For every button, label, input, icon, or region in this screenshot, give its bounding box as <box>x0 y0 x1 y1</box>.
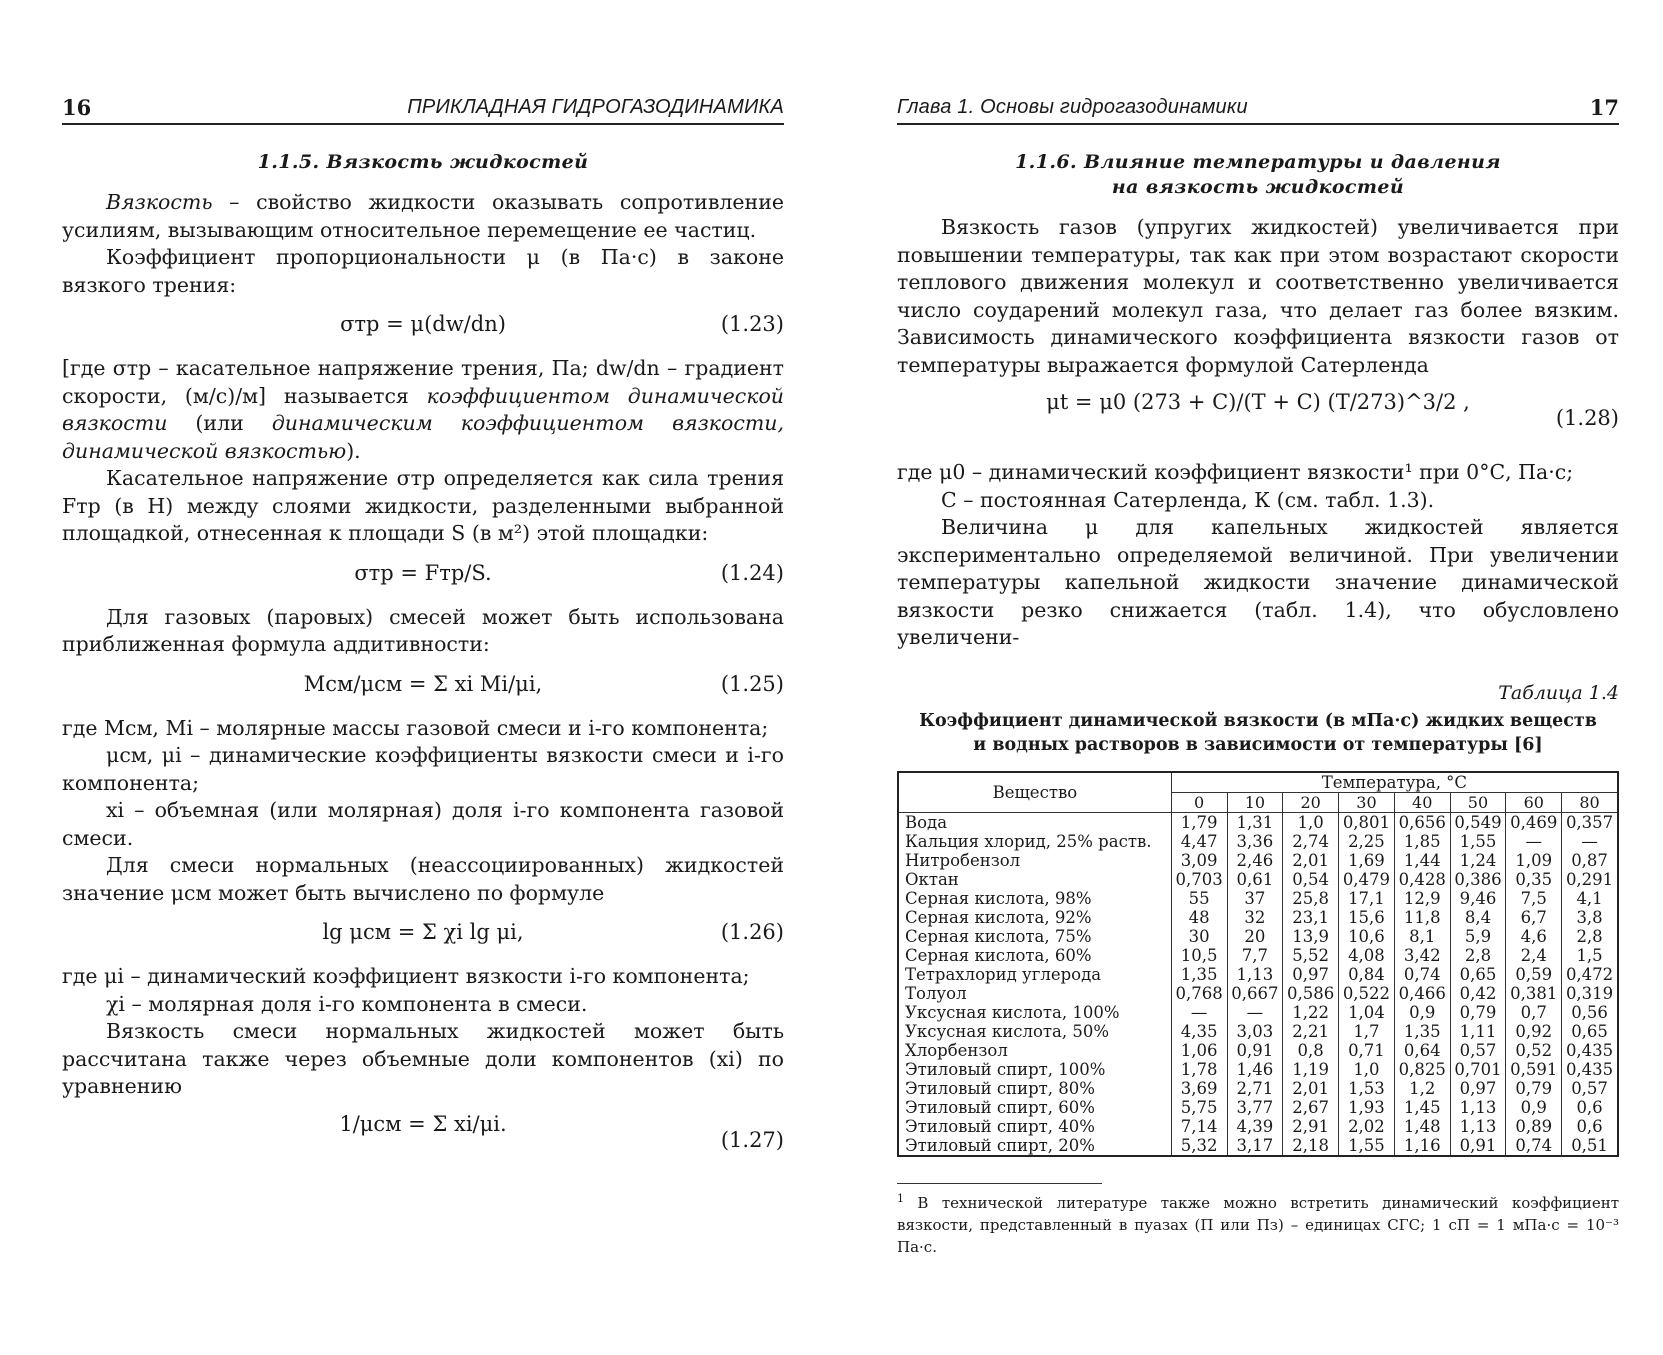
table-row <box>898 889 1618 908</box>
viscosity-value: 0,291 <box>1562 870 1618 889</box>
viscosity-value: 0,97 <box>1283 965 1339 984</box>
right-page-content <box>897 150 1619 1258</box>
viscosity-value: 48 <box>1171 908 1227 927</box>
formula-1-23 <box>62 305 784 347</box>
paragraph-where-sigma <box>62 355 784 465</box>
paragraph-gas-mixtures: Для газовых (паровых) смесей может быть использована приближенная формула аддитивности: <box>62 604 784 656</box>
formula-expression: lg μсм = Σ χi lg μi, <box>322 920 524 944</box>
viscosity-value: 7,7 <box>1227 946 1283 965</box>
running-head-left <box>62 95 784 125</box>
viscosity-value: 0,35 <box>1506 870 1562 889</box>
viscosity-value: 1,19 <box>1283 1060 1339 1079</box>
viscosity-value: 9,46 <box>1450 889 1506 908</box>
viscosity-value: 1,85 <box>1394 832 1450 851</box>
viscosity-value: 0,89 <box>1506 1117 1562 1136</box>
viscosity-value: 2,02 <box>1339 1117 1395 1136</box>
viscosity-value: — <box>1506 832 1562 851</box>
viscosity-value: 1,53 <box>1339 1079 1395 1098</box>
viscosity-value: 1,04 <box>1339 1003 1395 1022</box>
formula-number: (1.26) <box>720 920 784 944</box>
viscosity-value: 3,42 <box>1394 946 1450 965</box>
viscosity-value: 2,67 <box>1283 1098 1339 1117</box>
substance-name: Этиловый спирт, 100% <box>905 1060 1106 1079</box>
table-row <box>898 1136 1618 1156</box>
running-title-right: Глава 1. Основы гидрогазодинамики <box>897 96 1248 118</box>
term-dynamic-viscosity-coefficient: коэффициентом динамической вязкости <box>62 383 784 435</box>
term-dynamic-viscosity-synonyms: динамическим коэффициентом вязкости, динамической вязкостью <box>62 411 784 463</box>
table-row <box>898 965 1618 984</box>
viscosity-value: 8,1 <box>1394 927 1450 946</box>
viscosity-value: 55 <box>1171 889 1227 908</box>
viscosity-value: 1,55 <box>1450 832 1506 851</box>
substance-name: Толуол <box>905 984 967 1003</box>
substance-name: Уксусная кислота, 100% <box>905 1003 1120 1022</box>
where-molar-fraction: χi – молярная доля i-го компонента в смеси. <box>106 991 588 1016</box>
substance-name: Серная кислота, 75% <box>905 927 1092 946</box>
viscosity-value: 13,9 <box>1283 927 1339 946</box>
formula-number: (1.27) <box>720 1127 784 1152</box>
viscosity-value: 1,06 <box>1171 1041 1227 1060</box>
viscosity-value: 1,22 <box>1283 1003 1339 1022</box>
viscosity-value: — <box>1227 1003 1283 1022</box>
viscosity-value: 0,435 <box>1562 1041 1618 1060</box>
viscosity-value: 0,522 <box>1339 984 1395 1003</box>
viscosity-value: 10,5 <box>1171 946 1227 965</box>
substance-name: Уксусная кислота, 50% <box>905 1022 1110 1041</box>
formula-number: (1.25) <box>720 671 784 696</box>
viscosity-value: 0,381 <box>1506 984 1562 1003</box>
where-volume-fraction: xi – объемная (или молярная) доля i-го компонента газовой смеси. <box>62 798 784 850</box>
temp-col-header: 60 <box>1506 793 1562 813</box>
section-title-1-1-6 <box>897 150 1619 200</box>
table-row <box>898 851 1618 870</box>
section-title-line-2: на вязкость жидкостей <box>1111 176 1405 198</box>
running-head-right <box>897 95 1619 125</box>
viscosity-value: 0,87 <box>1562 851 1618 870</box>
viscosity-value: 1,5 <box>1562 946 1618 965</box>
where-sutherland-constant: C – постоянная Сатерленда, К (см. табл. 1.3). <box>941 487 1435 512</box>
viscosity-value: 4,39 <box>1227 1117 1283 1136</box>
footnote-text: В технической литературе также можно встретить динамический коэффициент вязкости, представленный в пуазах (П или Пз) – единицах СГС; 1 сП = 1 мПа·с = 10⁻³ Па·с. <box>897 1194 1619 1256</box>
viscosity-value: 0,65 <box>1450 965 1506 984</box>
viscosity-value: 0,92 <box>1506 1022 1562 1041</box>
term-viscosity: Вязкость <box>106 190 213 214</box>
temp-col-header: 10 <box>1227 793 1283 813</box>
temp-col-header: 0 <box>1171 793 1227 813</box>
left-page-content <box>62 150 784 1181</box>
header-temperature: Температура, °С <box>1171 772 1618 793</box>
paragraph-text: [где σтр – касательное напряжение трения, Па; dw/dn – градиент скорости, (м/с)/м] называется <box>62 356 784 408</box>
temp-col-header: 30 <box>1339 793 1395 813</box>
viscosity-value: 0,549 <box>1450 813 1506 833</box>
header-substance: Вещество <box>898 772 1171 813</box>
viscosity-value: 1,35 <box>1394 1022 1450 1041</box>
substance-name: Серная кислота, 60% <box>905 946 1092 965</box>
viscosity-value: 3,17 <box>1227 1136 1283 1156</box>
viscosity-value: 5,32 <box>1171 1136 1227 1156</box>
substance-name: Серная кислота, 98% <box>905 889 1092 908</box>
viscosity-value: — <box>1562 832 1618 851</box>
formula-1-28 <box>897 385 1619 451</box>
viscosity-value: 3,09 <box>1171 851 1227 870</box>
substance-name: Этиловый спирт, 80% <box>905 1079 1095 1098</box>
viscosity-value: 1,78 <box>1171 1060 1227 1079</box>
viscosity-value: 0,357 <box>1562 813 1618 833</box>
viscosity-value: 0,57 <box>1450 1041 1506 1060</box>
viscosity-value: 0,79 <box>1506 1079 1562 1098</box>
viscosity-value: 0,435 <box>1562 1060 1618 1079</box>
viscosity-value: 0,9 <box>1394 1003 1450 1022</box>
substance-name: Хлорбензол <box>905 1041 1008 1060</box>
viscosity-value: 1,13 <box>1450 1117 1506 1136</box>
viscosity-value: 23,1 <box>1283 908 1339 927</box>
viscosity-value: 0,768 <box>1171 984 1227 1003</box>
viscosity-value: 0,472 <box>1562 965 1618 984</box>
viscosity-value: 1,0 <box>1283 813 1339 833</box>
viscosity-value: 1,46 <box>1227 1060 1283 1079</box>
formula-number: (1.28) <box>1555 406 1619 430</box>
table-caption: Таблица 1.4 <box>1498 681 1619 704</box>
viscosity-value: 0,6 <box>1562 1098 1618 1117</box>
formula-expression: μt = μ0 (273 + C)/(T + C) (T/273)^3/2 , <box>1046 390 1470 414</box>
viscosity-value: 0,479 <box>1339 870 1395 889</box>
temp-col-header: 50 <box>1450 793 1506 813</box>
temp-col-header: 40 <box>1394 793 1450 813</box>
viscosity-value: 0,8 <box>1283 1041 1339 1060</box>
viscosity-value: 30 <box>1171 927 1227 946</box>
viscosity-value: 4,6 <box>1506 927 1562 946</box>
viscosity-value: 7,14 <box>1171 1117 1227 1136</box>
viscosity-value: 3,36 <box>1227 832 1283 851</box>
formula-1-24 <box>62 554 784 596</box>
table-row <box>898 1117 1618 1136</box>
substance-name: Кальция хлорид, 25% раств. <box>905 832 1152 851</box>
viscosity-value: 0,469 <box>1506 813 1562 833</box>
paragraph-gas-viscosity: Вязкость газов (упругих жидкостей) увеличивается при повышении температуры, так как при этом возрастают скорости теплового движения молекул и соответственно увеличивается число соударений молекул газа, что делает газ более вязким. Зависимость динамического коэффициента вязкости газов от температуры выражается формулой Сатерленда <box>897 215 1619 377</box>
viscosity-value: 4,35 <box>1171 1022 1227 1041</box>
left-page <box>62 0 784 1355</box>
right-page <box>897 0 1619 1355</box>
table-row <box>898 1079 1618 1098</box>
formula-expression: 1/μсм = Σ xi/μi. <box>339 1111 507 1136</box>
viscosity-value: 3,69 <box>1171 1079 1227 1098</box>
viscosity-value: 20 <box>1227 927 1283 946</box>
viscosity-value: 0,57 <box>1562 1079 1618 1098</box>
viscosity-value: 1,35 <box>1171 965 1227 984</box>
paragraph-text: – свойство жидкости оказывать сопротивление усилиям, вызывающим относительное перемещение ее частиц. <box>62 190 784 242</box>
substance-name: Этиловый спирт, 20% <box>905 1136 1095 1155</box>
viscosity-value: 8,4 <box>1450 908 1506 927</box>
viscosity-value: 0,71 <box>1339 1041 1395 1060</box>
viscosity-value: 0,91 <box>1227 1041 1283 1060</box>
table-row <box>898 832 1618 851</box>
viscosity-value: 1,09 <box>1506 851 1562 870</box>
viscosity-value: 1,24 <box>1450 851 1506 870</box>
viscosity-value: 2,18 <box>1283 1136 1339 1156</box>
viscosity-value: 0,825 <box>1394 1060 1450 1079</box>
viscosity-value: 2,01 <box>1283 1079 1339 1098</box>
viscosity-value: 1,45 <box>1394 1098 1450 1117</box>
viscosity-value: 2,4 <box>1506 946 1562 965</box>
table-row <box>898 813 1618 833</box>
paragraph-proportionality: Коэффициент пропорциональности μ (в Па·с) в законе вязкого трения: <box>62 245 784 297</box>
viscosity-value: 2,74 <box>1283 832 1339 851</box>
viscosity-value: 0,79 <box>1450 1003 1506 1022</box>
viscosity-value: 12,9 <box>1394 889 1450 908</box>
viscosity-value: 0,91 <box>1450 1136 1506 1156</box>
viscosity-value: 1,2 <box>1394 1079 1450 1098</box>
viscosity-value: 25,8 <box>1283 889 1339 908</box>
viscosity-value: 4,08 <box>1339 946 1395 965</box>
viscosity-value: 17,1 <box>1339 889 1395 908</box>
viscosity-value: 1,93 <box>1339 1098 1395 1117</box>
viscosity-value: 3,03 <box>1227 1022 1283 1041</box>
viscosity-value: 0,656 <box>1394 813 1450 833</box>
page-number-left: 16 <box>62 95 92 120</box>
viscosity-value: 0,54 <box>1283 870 1339 889</box>
formula-number: (1.24) <box>720 560 784 585</box>
viscosity-value: 4,47 <box>1171 832 1227 851</box>
viscosity-value: 0,466 <box>1394 984 1450 1003</box>
viscosity-value: 0,586 <box>1283 984 1339 1003</box>
viscosity-value: 1,55 <box>1339 1136 1395 1156</box>
viscosity-value: 0,51 <box>1562 1136 1618 1156</box>
viscosity-value: 37 <box>1227 889 1283 908</box>
viscosity-value: 6,7 <box>1506 908 1562 927</box>
viscosity-value: 1,31 <box>1227 813 1283 833</box>
table-title-line-1: Коэффициент динамической вязкости (в мПа·с) жидких веществ <box>919 711 1597 731</box>
footnote <box>897 1188 1619 1258</box>
substance-name: Тетрахлорид углерода <box>905 965 1102 984</box>
viscosity-value: 0,74 <box>1394 965 1450 984</box>
viscosity-value: 10,6 <box>1339 927 1395 946</box>
viscosity-value: 0,97 <box>1450 1079 1506 1098</box>
formula-expression: σтр = μ(dw/dn) <box>340 312 506 336</box>
formula-1-25 <box>62 665 784 707</box>
where-mu0: где μ0 – динамический коэффициент вязкости¹ при 0°С, Па·с; <box>897 460 1574 484</box>
substance-name: Октан <box>905 870 959 889</box>
paragraph-text: (или <box>167 411 272 435</box>
viscosity-value: 2,01 <box>1283 851 1339 870</box>
viscosity-value: 15,6 <box>1339 908 1395 927</box>
viscosity-value: 11,8 <box>1394 908 1450 927</box>
formula-1-27 <box>62 1107 784 1173</box>
table-row <box>898 946 1618 965</box>
section-title-1-1-5: 1.1.5. Вязкость жидкостей <box>257 151 589 173</box>
substance-name: Этиловый спирт, 40% <box>905 1117 1095 1136</box>
paragraph-drop-liquids: Величина μ для капельных жидкостей является экспериментально определяемой величиной. При увеличении температуры капельной жидкости значение динамической вязкости резко снижается (табл. 1.4), что обусловлено увеличени- <box>897 515 1619 649</box>
paragraph-viscosity-definition <box>62 189 784 244</box>
viscosity-value: 1,11 <box>1450 1022 1506 1041</box>
formula-expression: σтр = Fтр/S. <box>354 560 492 585</box>
temp-col-header: 20 <box>1283 793 1339 813</box>
footnote-divider <box>897 1183 1102 1184</box>
substance-name: Этиловый спирт, 60% <box>905 1098 1095 1117</box>
viscosity-value: 0,319 <box>1562 984 1618 1003</box>
viscosity-value: 2,25 <box>1339 832 1395 851</box>
viscosity-value: 1,79 <box>1171 813 1227 833</box>
viscosity-value: 2,91 <box>1283 1117 1339 1136</box>
viscosity-value: 0,801 <box>1339 813 1395 833</box>
viscosity-value: 2,71 <box>1227 1079 1283 1098</box>
paragraph-normal-liquids: Для смеси нормальных (неассоциированных) жидкостей значение μсм может быть вычислено по формуле <box>62 853 784 905</box>
viscosity-value: 0,42 <box>1450 984 1506 1003</box>
paragraph-shear-stress: Касательное напряжение σтр определяется как сила трения Fтр (в Н) между слоями жидкости, разделенными выбранной площадкой, отнесенная к площади S (в м²) этой площадки: <box>62 466 784 545</box>
table-row <box>898 1098 1618 1117</box>
viscosity-value: 0,56 <box>1562 1003 1618 1022</box>
viscosity-value: 2,8 <box>1450 946 1506 965</box>
viscosity-value: 1,44 <box>1394 851 1450 870</box>
viscosity-value: — <box>1171 1003 1227 1022</box>
table-row <box>898 908 1618 927</box>
table-body <box>898 813 1618 1157</box>
where-component-viscosity: где μi – динамический коэффициент вязкости i-го компонента; <box>62 964 750 988</box>
viscosity-value: 7,5 <box>1506 889 1562 908</box>
viscosity-value: 1,69 <box>1339 851 1395 870</box>
viscosity-value: 5,52 <box>1283 946 1339 965</box>
viscosity-value: 0,7 <box>1506 1003 1562 1022</box>
formula-expression: Mсм/μсм = Σ xi Mi/μi, <box>303 671 543 696</box>
table-row <box>898 1022 1618 1041</box>
table-title-line-2: и водных растворов в зависимости от температуры [6] <box>973 735 1543 755</box>
footnote-mark: 1 <box>897 1192 904 1205</box>
viscosity-value: 2,21 <box>1283 1022 1339 1041</box>
viscosity-value: 0,703 <box>1171 870 1227 889</box>
table-row <box>898 1060 1618 1079</box>
viscosity-value: 0,84 <box>1339 965 1395 984</box>
where-molar-mass: где Mсм, Mi – молярные массы газовой смеси и i-го компонента; <box>62 715 769 740</box>
table-row <box>898 870 1618 889</box>
viscosity-value: 2,46 <box>1227 851 1283 870</box>
viscosity-table <box>897 771 1619 1157</box>
page-number-right: 17 <box>1589 95 1619 120</box>
viscosity-value: 0,6 <box>1562 1117 1618 1136</box>
formula-1-26 <box>62 913 784 955</box>
viscosity-value: 0,701 <box>1450 1060 1506 1079</box>
viscosity-value: 4,1 <box>1562 889 1618 908</box>
viscosity-value: 0,59 <box>1506 965 1562 984</box>
paragraph-text: ). <box>346 438 361 463</box>
viscosity-value: 1,7 <box>1339 1022 1395 1041</box>
viscosity-value: 5,75 <box>1171 1098 1227 1117</box>
table-row <box>898 1003 1618 1022</box>
viscosity-value: 1,13 <box>1450 1098 1506 1117</box>
paragraph-volume-fractions: Вязкость смеси нормальных жидкостей может быть рассчитана также через объемные доли компонентов (xi) по уравнению <box>62 1019 784 1098</box>
viscosity-value: 0,65 <box>1562 1022 1618 1041</box>
viscosity-value: 3,8 <box>1562 908 1618 927</box>
viscosity-value: 1,0 <box>1339 1060 1395 1079</box>
viscosity-value: 0,386 <box>1450 870 1506 889</box>
formula-number: (1.23) <box>720 312 784 336</box>
where-viscosity-coefficients: μсм, μi – динамические коэффициенты вязкости смеси и i-го компонента; <box>62 743 784 795</box>
substance-name: Вода <box>905 813 948 832</box>
viscosity-value: 0,667 <box>1227 984 1283 1003</box>
section-title-line-1: 1.1.6. Влияние температуры и давления <box>1015 151 1501 173</box>
table-row <box>898 1041 1618 1060</box>
viscosity-value: 32 <box>1227 908 1283 927</box>
viscosity-value: 1,13 <box>1227 965 1283 984</box>
viscosity-value: 0,74 <box>1506 1136 1562 1156</box>
temp-col-header: 80 <box>1562 793 1618 813</box>
substance-name: Нитробензол <box>905 851 1021 870</box>
viscosity-value: 0,52 <box>1506 1041 1562 1060</box>
table-row <box>898 984 1618 1003</box>
viscosity-value: 5,9 <box>1450 927 1506 946</box>
viscosity-value: 2,8 <box>1562 927 1618 946</box>
substance-name: Серная кислота, 92% <box>905 908 1092 927</box>
viscosity-value: 0,64 <box>1394 1041 1450 1060</box>
viscosity-value: 3,77 <box>1227 1098 1283 1117</box>
viscosity-value: 1,48 <box>1394 1117 1450 1136</box>
viscosity-value: 1,16 <box>1394 1136 1450 1156</box>
running-title-left: ПРИКЛАДНАЯ ГИДРОГАЗОДИНАМИКА <box>407 96 784 118</box>
viscosity-value: 0,61 <box>1227 870 1283 889</box>
table-title <box>897 709 1619 757</box>
table-row <box>898 927 1618 946</box>
viscosity-value: 0,9 <box>1506 1098 1562 1117</box>
viscosity-value: 0,428 <box>1394 870 1450 889</box>
viscosity-value: 0,591 <box>1506 1060 1562 1079</box>
